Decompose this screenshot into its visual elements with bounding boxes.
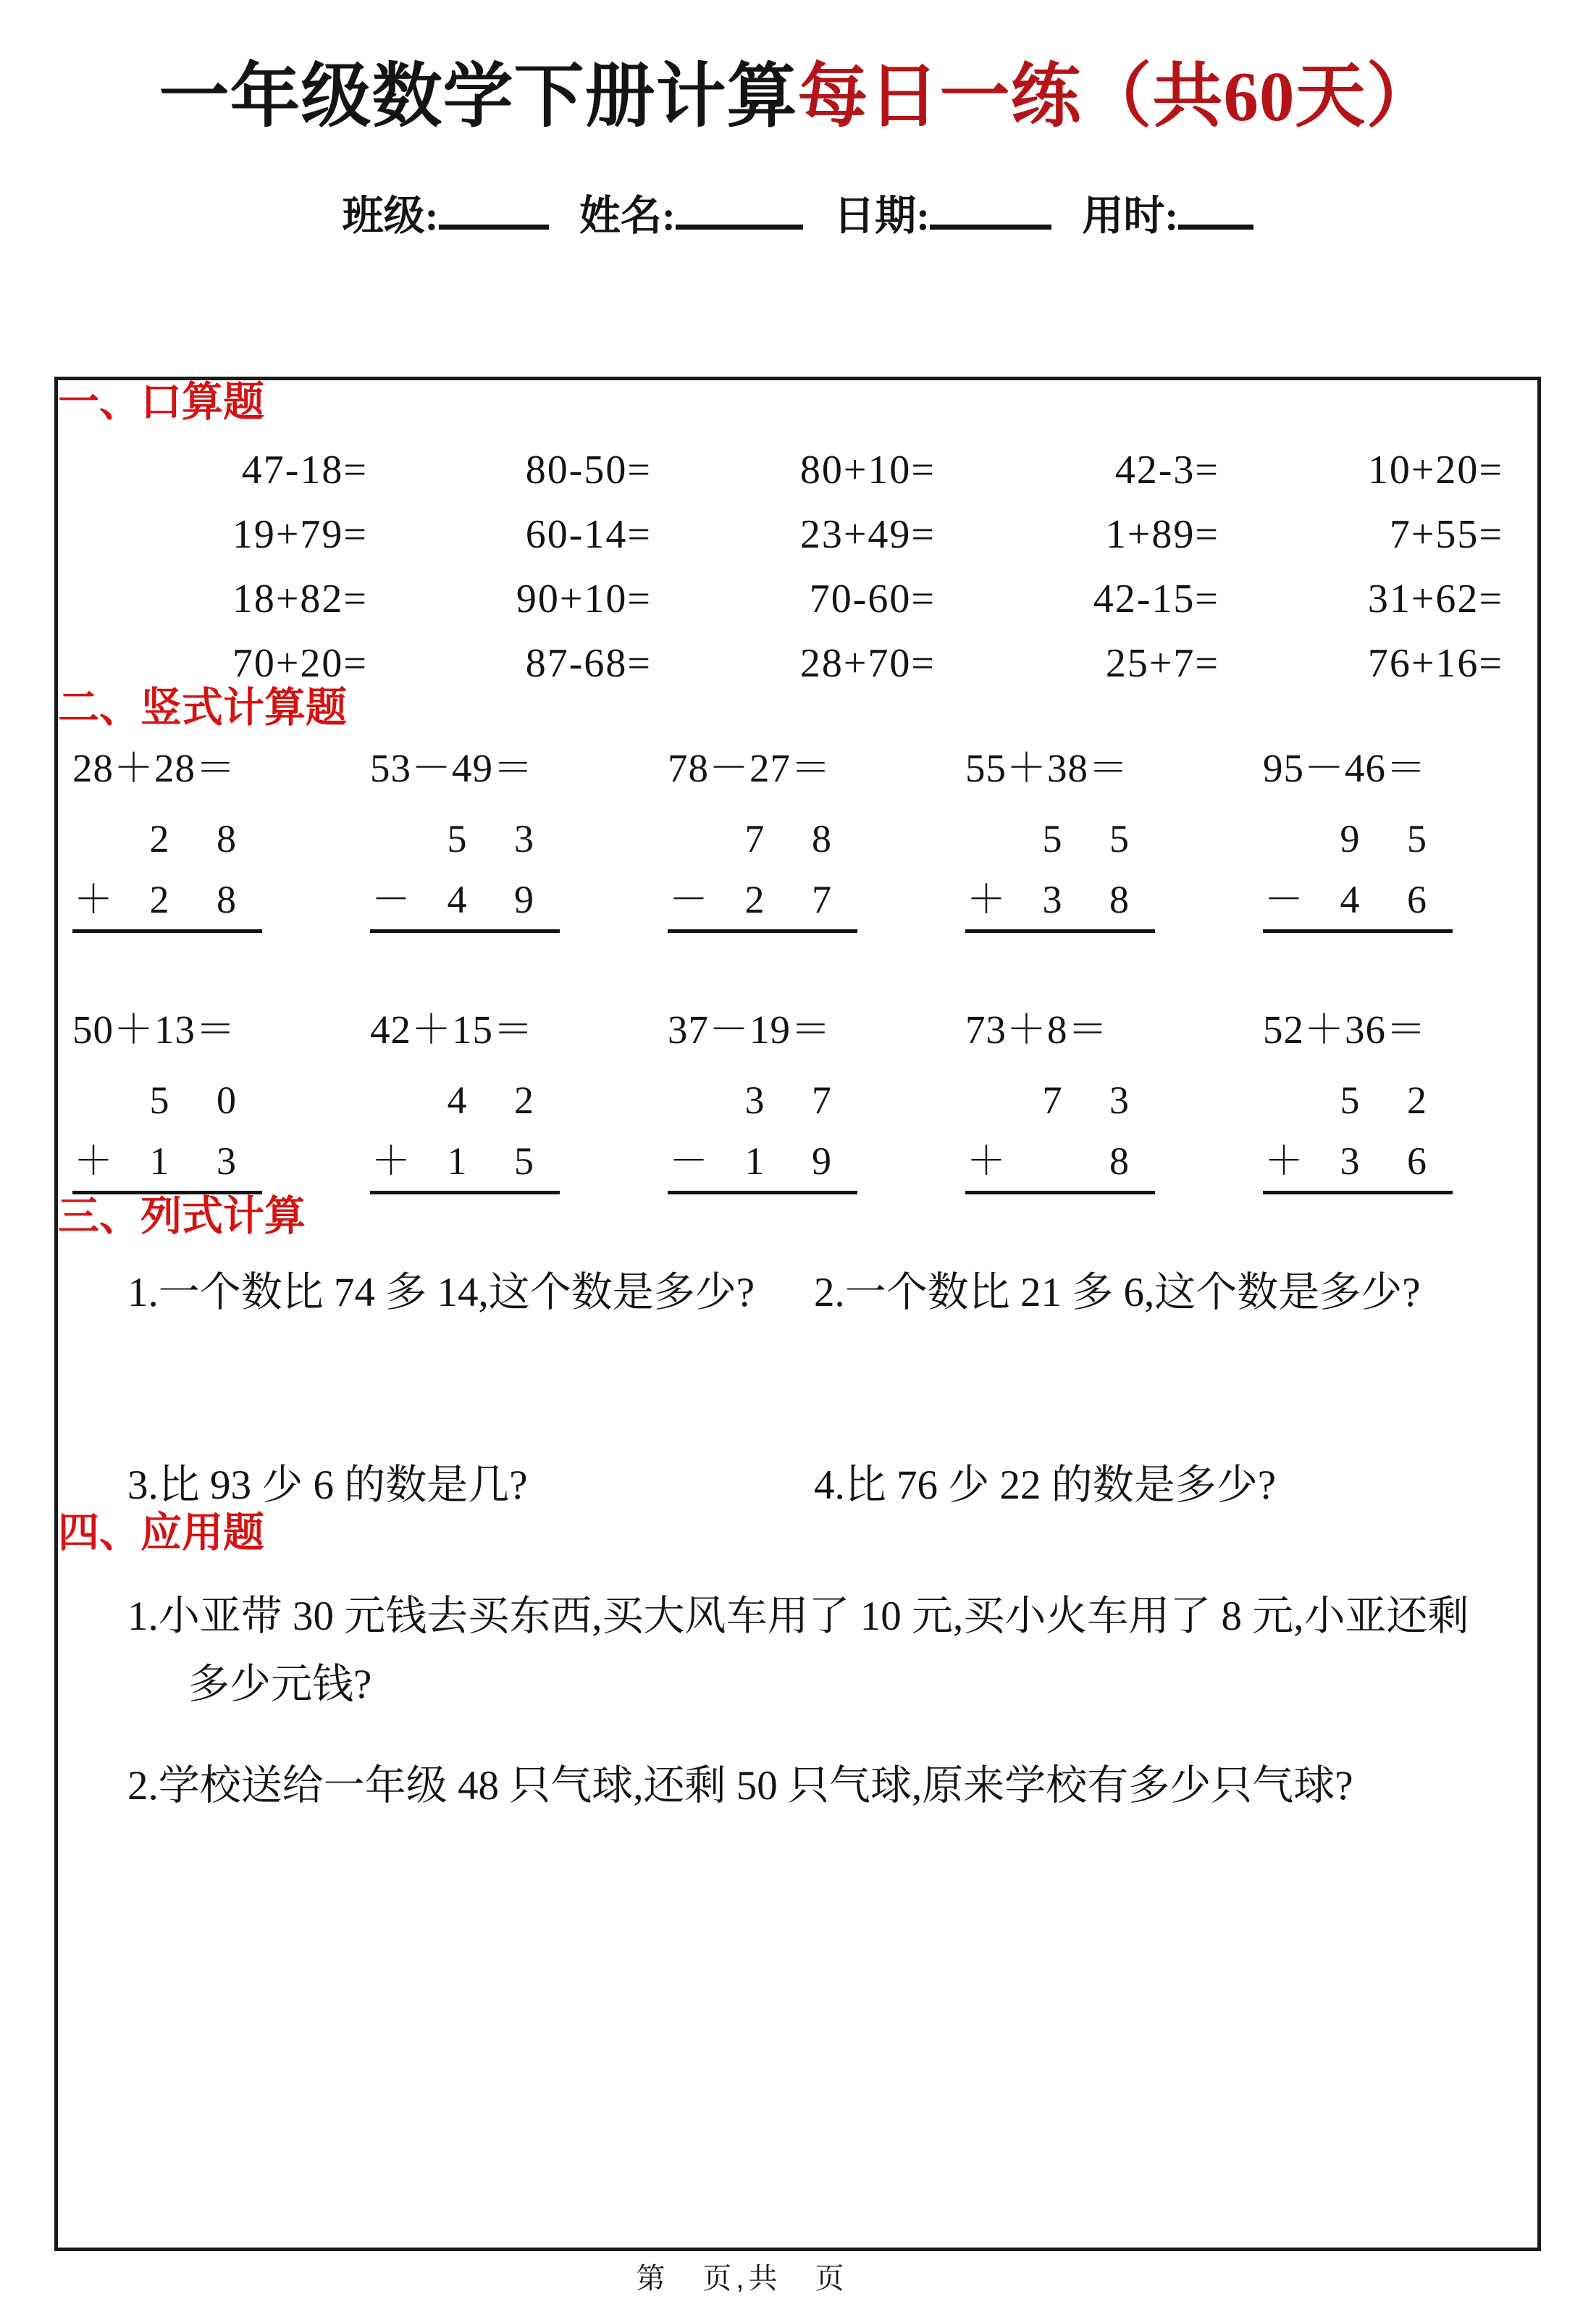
vertical-bottom-number: 2 7	[744, 878, 850, 922]
vertical-operator: －	[669, 878, 708, 922]
worksheet-border-box	[54, 377, 1541, 2251]
oral-problem: 28+70=	[799, 640, 936, 686]
vertical-bottom-number: 8	[1109, 1139, 1148, 1184]
oral-problem: 76+16=	[1367, 640, 1503, 686]
vertical-problem-stack	[370, 818, 560, 933]
oral-problem: 80-50=	[525, 447, 652, 493]
oral-problem: 70+20=	[232, 640, 368, 686]
time-used-blank-line	[1178, 216, 1253, 230]
oral-problem: 10+20=	[1367, 447, 1503, 493]
class-field-label: 班级:	[342, 193, 439, 239]
vertical-bottom-number: 2 8	[149, 878, 255, 922]
vertical-problem-stack	[370, 1079, 560, 1194]
oral-problem: 42-15=	[1093, 576, 1219, 621]
vertical-problem-equation: 50＋13＝	[72, 1008, 237, 1052]
vertical-problem-stack	[72, 1079, 262, 1194]
vertical-top-number: 5 5	[1042, 817, 1148, 861]
oral-problem: 31+62=	[1367, 576, 1503, 621]
vertical-problem-equation: 52＋36＝	[1263, 1008, 1427, 1052]
expression-problem-2: 2.一个数比 21 多 6,这个数是多少?	[814, 1270, 1421, 1316]
vertical-top-number: 3 7	[744, 1078, 850, 1123]
vertical-problem-equation: 55＋38＝	[965, 746, 1130, 791]
date-blank-line	[930, 216, 1051, 230]
oral-problem: 1+89=	[1105, 511, 1219, 557]
section-2-heading: 二、竖式计算题	[58, 684, 347, 731]
vertical-bottom-number: 1 9	[744, 1139, 850, 1184]
vertical-operator: ＋	[967, 878, 1006, 922]
vertical-operator: ＋	[967, 1139, 1006, 1184]
vertical-top-number: 9 5	[1340, 817, 1445, 861]
vertical-top-number: 5 2	[1340, 1078, 1445, 1123]
vertical-bottom-number: 1 3	[149, 1139, 255, 1184]
expression-problem-1: 1.一个数比 74 多 14,这个数是多少?	[127, 1270, 755, 1316]
vertical-top-number: 5 0	[149, 1078, 255, 1123]
expression-problems-row-2	[127, 1460, 1537, 1511]
vertical-operator: －	[371, 878, 411, 922]
vertical-problem-stack	[1263, 818, 1453, 933]
oral-problem: 90+10=	[516, 576, 652, 621]
expression-problems-row-1	[127, 1268, 1537, 1318]
vertical-problem-equation: 28＋28＝	[72, 746, 237, 791]
vertical-operator: ＋	[74, 878, 113, 922]
vertical-problem	[370, 747, 668, 933]
page-title	[0, 56, 1596, 138]
class-field	[343, 193, 549, 239]
word-problem-1: 1.小亚带 30 元钱去买东西,买大风车用了 10 元,买小火车用了 8 元,小亚还剩多少元钱?	[127, 1593, 1469, 1707]
section-3-heading: 三、列式计算	[58, 1194, 306, 1240]
vertical-problems-group-2	[72, 1008, 1537, 1194]
vertical-problem-equation: 37－19＝	[668, 1008, 832, 1052]
date-field	[833, 193, 1051, 239]
oral-problem: 23+49=	[799, 511, 936, 557]
oral-problem: 25+7=	[1105, 640, 1219, 686]
class-blank-line	[439, 216, 549, 230]
name-field-label: 姓名:	[579, 193, 676, 239]
section-1-heading: 一、口算题	[58, 380, 264, 425]
vertical-bottom-number: 4 6	[1340, 878, 1445, 922]
vertical-problem-equation: 73＋8＝	[965, 1008, 1109, 1052]
name-field	[579, 193, 803, 239]
oral-problem: 80+10=	[799, 447, 936, 493]
vertical-operator: －	[1264, 878, 1303, 922]
student-info-line	[0, 183, 1596, 242]
vertical-problem-stack	[1263, 1079, 1453, 1194]
vertical-top-number: 2 8	[149, 817, 255, 861]
vertical-problems-group-1	[72, 747, 1537, 933]
oral-problem: 42-3=	[1114, 447, 1219, 493]
date-field-label: 日期:	[833, 193, 931, 239]
title-black-part: 一年级数学下册计算	[159, 58, 798, 135]
expression-problem-3: 3.比 93 少 6 的数是几?	[127, 1462, 528, 1509]
vertical-operator: ＋	[371, 1139, 411, 1184]
time-used-field-label: 用时:	[1082, 193, 1179, 239]
vertical-problem-equation: 95－46＝	[1263, 746, 1427, 791]
vertical-problem	[72, 747, 370, 933]
page-footer: 第 页,共 页	[636, 2263, 849, 2295]
title-red-part: 每日一练（共60天）	[797, 58, 1437, 135]
vertical-problem	[1263, 747, 1541, 933]
vertical-problem	[370, 1008, 668, 1194]
vertical-problem	[668, 1008, 965, 1194]
oral-problem: 60-14=	[525, 511, 652, 557]
oral-problem: 47-18=	[241, 447, 368, 493]
vertical-top-number: 7 8	[744, 817, 850, 861]
vertical-problem-stack	[668, 1079, 857, 1194]
vertical-top-number: 7 3	[1042, 1078, 1148, 1123]
vertical-problem-stack	[965, 1079, 1155, 1194]
vertical-bottom-number: 3 6	[1340, 1139, 1445, 1184]
vertical-problem-stack	[72, 818, 262, 933]
oral-problem: 87-68=	[525, 640, 652, 686]
vertical-problem-equation: 42＋15＝	[370, 1008, 534, 1052]
oral-problems-grid	[88, 448, 1537, 686]
vertical-problem-equation: 78－27＝	[668, 746, 832, 791]
vertical-problem-stack	[668, 818, 857, 933]
vertical-problem	[965, 747, 1263, 933]
oral-problem: 7+55=	[1389, 511, 1503, 557]
vertical-top-number: 4 2	[447, 1078, 553, 1123]
vertical-bottom-number: 3 8	[1042, 878, 1148, 922]
time-used-field	[1082, 193, 1253, 239]
expression-problem-4: 4.比 76 少 22 的数是多少?	[814, 1462, 1277, 1509]
vertical-problem	[965, 1008, 1263, 1194]
name-blank-line	[676, 216, 803, 230]
vertical-problem	[668, 747, 965, 933]
word-problem-2: 2.学校送给一年级 48 只气球,还剩 50 只气球,原来学校有多少只气球?	[127, 1762, 1353, 1809]
oral-problem: 70-60=	[809, 576, 936, 621]
vertical-top-number: 5 3	[447, 817, 553, 861]
vertical-operator: ＋	[74, 1139, 113, 1184]
vertical-problem	[72, 1008, 370, 1194]
vertical-operator: －	[669, 1139, 708, 1184]
vertical-bottom-number: 4 9	[447, 878, 553, 922]
vertical-problem	[1263, 1008, 1541, 1194]
section-4-heading: 四、应用题	[58, 1510, 264, 1557]
vertical-operator: ＋	[1264, 1139, 1303, 1184]
oral-problem: 18+82=	[232, 576, 368, 621]
vertical-problem-equation: 53－49＝	[370, 746, 534, 791]
vertical-problem-stack	[965, 818, 1155, 933]
oral-problem: 19+79=	[232, 511, 368, 557]
vertical-bottom-number: 1 5	[447, 1139, 553, 1184]
